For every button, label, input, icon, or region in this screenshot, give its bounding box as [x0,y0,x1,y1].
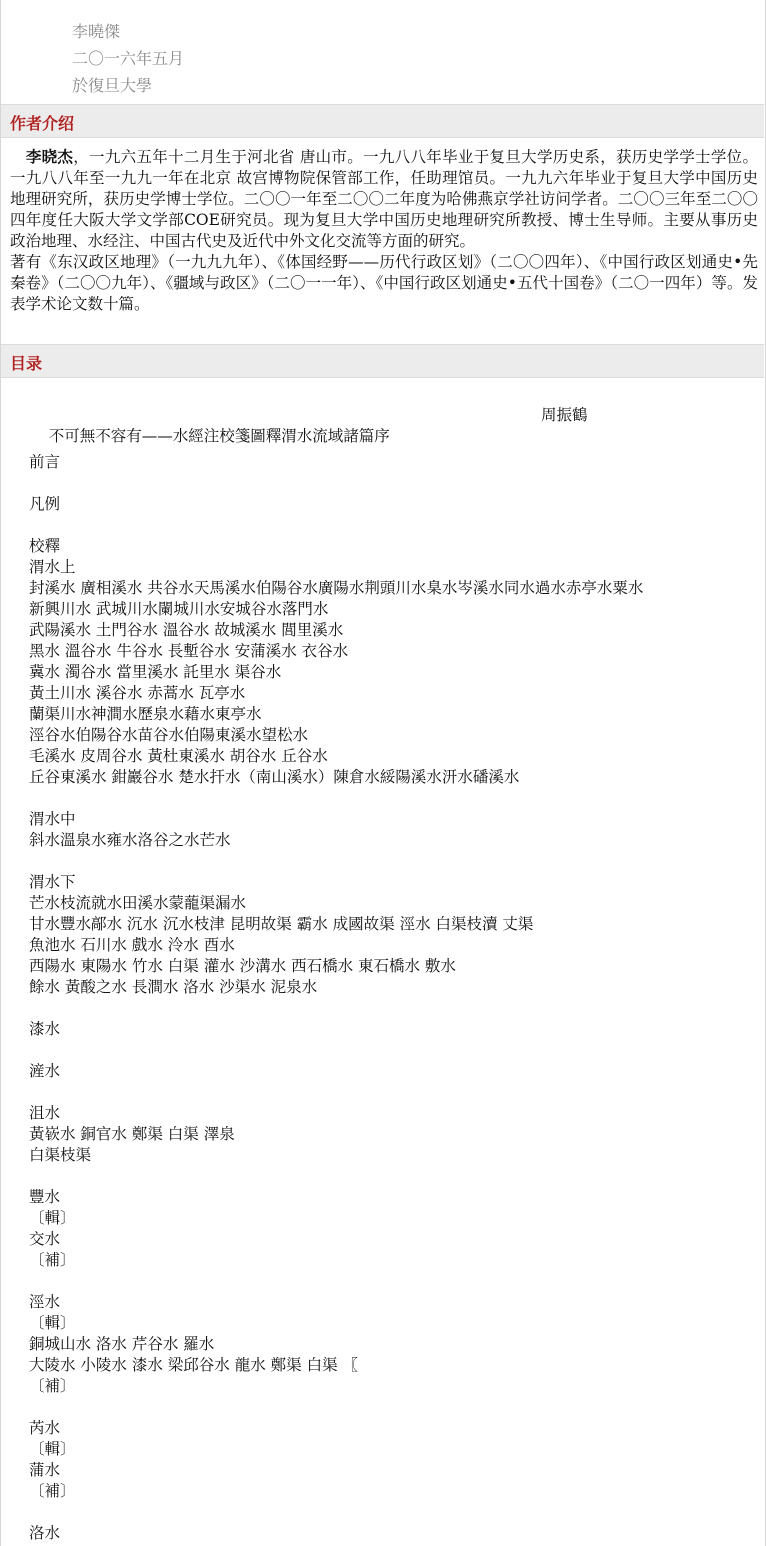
toc-spacer [29,1271,754,1292]
signoff-date: 二〇一六年五月 [72,49,185,68]
toc-entry: 芒水枝流就水田溪水蒙蘢渠漏水 [29,894,247,912]
signoff-place: 於復旦大學 [72,76,153,95]
toc-spacer [29,1502,754,1523]
toc-entry: 餘水 黃酸之水 長澗水 洛水 沙渠水 泥泉水 [29,978,318,996]
toc-spacer [29,851,754,872]
toc-spacer [29,1040,754,1061]
toc-entry: 丘谷東溪水 鉗巖谷水 楚水扞水（南山溪水）陳倉水綏陽溪水汧水磻溪水 [29,768,520,786]
author-section-title: 作者介绍 [10,114,75,133]
toc-entry: 甘水豐水鄗水 沉水 沉水枝津 昆明故渠 霸水 成國故渠 涇水 白渠枝瀆 丈渠 [29,915,534,933]
signoff-name: 李曉傑 [72,22,121,41]
toc-entry: 〔補〕 [29,1251,76,1269]
toc-spacer [29,515,754,536]
author-bio-paragraph [10,146,758,252]
toc-spacer [29,1397,754,1418]
toc-entry: 校釋 [29,537,61,555]
author-name: 李晓杰 [25,147,74,166]
toc-entry: 白渠枝渠 [29,1146,92,1164]
preface-signoff [72,18,184,99]
toc-spacer [29,1082,754,1103]
toc-entry: 斜水溫泉水雍水洛谷之水芒水 [29,831,231,849]
author-works-paragraph: 著有《东汉政区地理》（一九九九年）、《体国经野——历代行政区划》（二〇〇四年）、《中国行政区划通史•先秦卷》（二〇〇九年）、《疆域与政区》（二〇一一年）、《中国行政区划通史•五代十国卷》（二〇一四年）等。发表学术论文数十篇。 [10,253,758,313]
toc-entry: 涇谷水伯陽谷水苗谷水伯陽東溪水望松水 [29,726,309,744]
toc-entry: 黑水 溫谷水 牛谷水 長塹谷水 安蒲溪水 衣谷水 [29,642,349,660]
toc-entry: 封溪水 廣相溪水 共谷水天馬溪水伯陽谷水廣陽水荆頭川水臬水岑溪水同水過水赤亭水粟水 [29,579,644,597]
toc-entry: 渭水上 [29,558,76,576]
toc-preface-entry [29,405,754,445]
toc-preface-title: 不可無不容有——水經注校箋圖釋渭水流域諸篇序 [48,427,390,445]
toc-entry: 渭水下 [29,873,76,891]
toc-spacer [29,1166,754,1187]
toc-preface-author: 周振鶴 [541,406,588,424]
toc-entry: 洛水 [29,1524,61,1542]
author-intro [10,146,758,315]
toc-entry: 西陽水 東陽水 竹水 白渠 灌水 沙溝水 西石橋水 東石橋水 敷水 [29,957,456,975]
toc-spacer [29,998,754,1019]
toc-entry: 毛溪水 皮周谷水 黃杜東溪水 胡谷水 丘谷水 [29,747,328,765]
table-of-contents [29,405,754,1544]
toc-entry: 交水 [29,1230,61,1248]
toc-entry: 滻水 [29,1062,61,1080]
toc-entry: 〔輯〕 [29,1314,76,1332]
toc-entry: 凡例 [29,495,61,513]
toc-entry: 黃嵚水 銅官水 鄭渠 白渠 澤泉 [29,1125,235,1143]
toc-section-title: 目录 [10,354,43,373]
toc-entry: 蘭渠川水神澗水歷泉水藉水東亭水 [29,705,262,723]
toc-entry: 涇水 [29,1293,61,1311]
toc-entry: 蒲水 [29,1461,61,1479]
author-bio-text: ，一九六五年十二月生于河北省 唐山市。一九八八年毕业于复旦大学历史系，获历史学学士学位。一九八八年至一九九一年在北京 故宫博物院保管部工作，任助理馆员。一九九六年毕业于复旦大学中国历史地理研究所，获历史学博士学位。二〇〇一年至二〇〇二年度为哈佛燕京学社访问学者。二〇〇三年至二〇〇四年度任大阪大学文学部COE研究员。现为复旦大学中国历史地理研究所教授、博士生导师。主要从事历史政治地理、水经注、中国古代史及近代中外文化交流等方面的研究。 [10,148,758,250]
toc-entry: 黃土川水 溪谷水 赤蒿水 瓦亭水 [29,684,246,702]
toc-entry: 芮水 [29,1419,61,1437]
author-section-header [1,104,764,138]
toc-section-header [1,344,764,378]
toc-entry: 冀水 濁谷水 當里溪水 託里水 渠谷水 [29,663,282,681]
toc-entry: 新興川水 武城川水闌城川水安城谷水落門水 [29,600,329,618]
toc-entry: 沮水 [29,1104,61,1122]
toc-entry: 漆水 [29,1020,61,1038]
toc-entry: 〔補〕 [29,1482,76,1500]
toc-entry: 魚池水 石川水 戲水 泠水 酉水 [29,936,235,954]
toc-entry: 〔輯〕 [29,1209,76,1227]
toc-entry: 大陵水 小陵水 漆水 梁邱谷水 龍水 鄭渠 白渠 〖 [29,1356,358,1374]
toc-entry: 武陽溪水 土門谷水 溫谷水 故城溪水 閭里溪水 [29,621,344,639]
toc-entry: 銅城山水 洛水 芹谷水 羅水 [29,1335,215,1353]
toc-entry: 渭水中 [29,810,76,828]
toc-spacer [29,788,754,809]
toc-spacer [29,473,754,494]
toc-entry: 〔補〕 [29,1377,76,1395]
toc-entry: 〔輯〕 [29,1440,76,1458]
toc-entry: 前言 [29,453,61,471]
toc-entry: 豐水 [29,1188,61,1206]
